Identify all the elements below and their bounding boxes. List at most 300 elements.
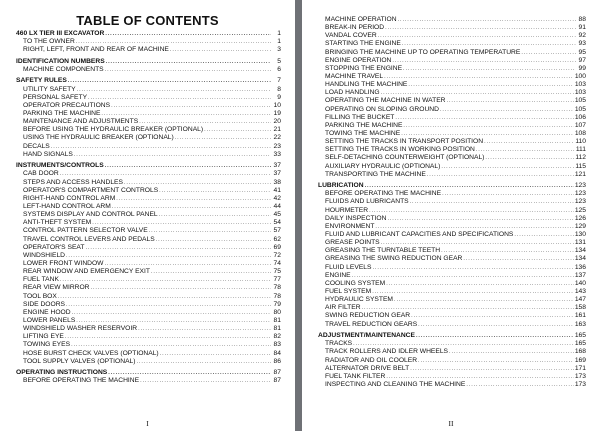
dot-leader (151, 268, 271, 276)
toc-entry-label: SETTING THE TRACKS IN WORKING POSITION (325, 146, 475, 154)
dot-leader (466, 381, 573, 389)
toc-entry-page: 44 (273, 202, 281, 210)
dot-leader (485, 154, 574, 162)
dot-leader (416, 332, 574, 340)
toc-entry-label: ENGINE HOOD (23, 308, 71, 316)
dot-leader (76, 317, 271, 325)
toc-entry-label: INSPECTING AND CLEANING THE MACHINE (325, 380, 466, 388)
toc-entry[interactable] (318, 114, 586, 122)
toc-entry[interactable] (16, 86, 281, 94)
toc-entry-page: 105 (574, 105, 586, 113)
toc-section-heading[interactable] (16, 162, 281, 170)
toc-entry-label: USING THE HYDRAULIC BREAKER (OPTIONAL) (23, 134, 174, 142)
dot-leader (66, 252, 271, 260)
toc-entry[interactable] (16, 333, 281, 341)
toc-entry-label: GREASING THE TURNTABLE TEETH (325, 247, 441, 255)
toc-entry-page: 130 (574, 231, 586, 239)
page-gutter (295, 0, 302, 431)
toc-entry[interactable] (16, 219, 281, 227)
toc-entry[interactable] (318, 130, 586, 138)
toc-entry[interactable] (318, 40, 586, 48)
toc-entry[interactable] (318, 373, 586, 381)
toc-entry[interactable] (16, 227, 281, 235)
dot-leader (401, 130, 574, 138)
toc-entry-label: MACHINE TRAVEL (325, 72, 384, 80)
toc-entry-label: SELF-DETACHING COUNTERWEIGHT (OPTIONAL) (325, 154, 485, 162)
dot-leader (394, 296, 574, 304)
toc-entry-label: OPERATING ON SLOPING GROUND (325, 105, 439, 113)
toc-entry-page: 100 (574, 72, 586, 80)
toc-entry[interactable] (318, 49, 586, 57)
page-number-left: I (146, 419, 149, 428)
toc-entry[interactable] (16, 118, 281, 126)
toc-entry[interactable] (16, 341, 281, 349)
toc-entry-label: OPERATING INSTRUCTIONS (16, 369, 108, 377)
toc-entry-page: 74 (273, 259, 281, 267)
toc-entry[interactable] (318, 288, 586, 296)
toc-entry[interactable] (16, 317, 281, 325)
toc-entry-page: 110 (575, 138, 586, 146)
toc-entry-label: FUEL SYSTEM (325, 288, 372, 296)
toc-entry[interactable] (318, 304, 586, 312)
toc-entry[interactable] (16, 293, 281, 301)
dot-leader (105, 260, 272, 268)
dot-leader (71, 341, 271, 349)
toc-entry-label: GREASING THE SWING REDUCTION GEAR (325, 255, 463, 263)
toc-entry-label: GREASE POINTS (325, 239, 380, 247)
toc-entry-label: TO THE OWNER (23, 38, 75, 46)
toc-entry[interactable] (16, 102, 281, 110)
toc-entry-label: DAILY INSPECTION (325, 214, 387, 222)
toc-entry-page: 10 (273, 101, 281, 109)
dot-leader (108, 369, 271, 377)
toc-entry-label: LEFT-HAND CONTROL ARM (23, 202, 111, 210)
toc-entry-label: RADIATOR AND OIL COOLER (325, 356, 418, 364)
toc-entry[interactable] (16, 301, 281, 309)
dot-leader (160, 350, 271, 358)
toc-entry[interactable] (16, 350, 281, 358)
toc-entry[interactable] (318, 89, 586, 97)
toc-entry-label: LOWER PANELS (23, 316, 76, 324)
toc-entry-page: 6 (277, 65, 281, 73)
dot-leader (111, 102, 271, 110)
toc-entry[interactable] (16, 325, 281, 333)
toc-entry[interactable] (318, 57, 586, 65)
toc-entry-page: 165 (574, 340, 586, 348)
toc-entry-label: SWING REDUCTION GEAR (325, 312, 411, 320)
toc-entry[interactable] (318, 146, 586, 154)
dot-leader (441, 163, 574, 171)
toc-entry[interactable] (16, 260, 281, 268)
toc-entry-label: STEPS AND ACCESS HANDLES (23, 178, 123, 186)
toc-entry[interactable] (16, 377, 281, 385)
toc-entry-page: 173 (574, 380, 586, 388)
dot-leader (381, 239, 574, 247)
toc-entry-page: 147 (574, 296, 586, 304)
toc-entry[interactable] (16, 252, 281, 260)
toc-entry-page: 161 (574, 312, 586, 320)
toc-section-heading[interactable] (16, 30, 281, 38)
toc-entry-page: 123 (574, 198, 586, 206)
dot-leader (398, 16, 576, 24)
toc-entry-label: OPERATING THE MACHINE IN WATER (325, 97, 446, 105)
toc-entry-label: LIFTING EYE (23, 333, 64, 341)
dot-leader (403, 65, 576, 73)
toc-entry[interactable] (318, 97, 586, 105)
dot-leader (385, 24, 576, 32)
toc-entry[interactable] (318, 247, 586, 255)
dot-leader (91, 284, 271, 292)
toc-entry[interactable] (318, 215, 586, 223)
toc-entry-page: 45 (273, 211, 281, 219)
toc-entry-page: 72 (273, 251, 281, 259)
toc-entry[interactable] (318, 207, 586, 215)
toc-entry[interactable] (318, 65, 586, 73)
toc-entry-label: CONTROL PATTERN SELECTOR VALVE (23, 227, 148, 235)
toc-entry[interactable] (318, 312, 586, 320)
toc-entry-label: OPERATOR PRECAUTIONS (23, 101, 111, 109)
toc-entry-page: 21 (273, 126, 281, 134)
toc-entry[interactable] (318, 223, 586, 231)
toc-section-heading[interactable] (16, 369, 281, 377)
dot-leader (159, 211, 271, 219)
toc-entry-label: BEFORE OPERATING THE MACHINE (23, 377, 140, 385)
dot-leader (68, 77, 271, 85)
toc-entry-label: WINDSHIELD WASHER RESERVOIR (23, 325, 138, 333)
toc-entry-page: 37 (273, 162, 281, 170)
dot-leader (514, 231, 573, 239)
toc-entry-label: ANTI-THEFT SYSTEM (23, 219, 92, 227)
toc-entry[interactable] (16, 358, 281, 366)
toc-entry[interactable] (318, 348, 586, 356)
toc-entry-label: ENGINE (325, 271, 351, 279)
dot-leader (484, 138, 574, 146)
dot-leader (175, 134, 271, 142)
toc-entry[interactable] (318, 272, 586, 280)
dot-leader (427, 171, 574, 179)
toc-entry-label: SYSTEMS DISPLAY AND CONTROL PANEL (23, 211, 158, 219)
toc-entry-label: REAR WINDOW AND EMERGENCY EXIT (23, 268, 150, 276)
dot-leader (418, 357, 574, 365)
toc-entry-label: LUBRICATION (318, 182, 364, 190)
toc-entry-page: 111 (575, 146, 586, 154)
toc-entry[interactable] (16, 126, 281, 134)
toc-entry-page: 7 (277, 77, 281, 85)
dot-leader (74, 151, 271, 159)
toc-entry-label: FLUIDS AND LUBRICANTS (325, 198, 409, 206)
dot-leader (138, 325, 271, 333)
toc-entry-page: 107 (574, 121, 586, 129)
toc-entry-label: TOOL SUPPLY VALVES (OPTIONAL) (23, 357, 136, 365)
toc-entry[interactable] (16, 110, 281, 118)
toc-entry-label: HYDRAULIC SYSTEM (325, 296, 394, 304)
toc-entry-label: TRACK ROLLERS AND IDLER WHEELS (325, 348, 449, 356)
toc-entry-page: 115 (575, 162, 586, 170)
toc-entry[interactable] (16, 236, 281, 244)
toc-entry[interactable] (318, 138, 586, 146)
toc-entry[interactable] (16, 203, 281, 211)
dot-leader (204, 126, 271, 134)
toc-entry-page: 62 (273, 235, 281, 243)
toc-entry[interactable] (318, 198, 586, 206)
toc-entry[interactable] (16, 195, 281, 203)
toc-entry[interactable] (318, 73, 586, 81)
toc-entry-label: BEFORE USING THE HYDRAULIC BREAKER (OPTIONAL) (23, 126, 204, 134)
dot-leader (410, 198, 574, 206)
toc-entry-page: 86 (273, 357, 281, 365)
toc-entry-page: 91 (578, 24, 586, 32)
toc-entry-page: 136 (574, 263, 586, 271)
toc-entry-label: TRANSPORTING THE MACHINE (325, 170, 426, 178)
toc-entry-label: STARTING THE ENGINE (325, 40, 401, 48)
toc-entry-page: 137 (574, 271, 586, 279)
toc-entry-page: 134 (574, 247, 586, 255)
toc-entry[interactable] (318, 32, 586, 40)
toc-entry-page: 103 (574, 89, 586, 97)
toc-entry[interactable] (318, 255, 586, 263)
dot-leader (521, 49, 576, 57)
toc-entry[interactable] (16, 38, 281, 46)
toc-entry-label: IDENTIFICATION NUMBERS (16, 57, 105, 65)
toc-entry-label: LOAD HANDLING (325, 89, 380, 97)
toc-entry[interactable] (16, 309, 281, 317)
toc-entry-page: 79 (273, 300, 281, 308)
toc-entry-page: 126 (574, 214, 586, 222)
toc-entry-label: HOURMETER (325, 206, 369, 214)
toc-entry-label: SIDE DOORS (23, 300, 65, 308)
toc-entry-page: 125 (574, 206, 586, 214)
toc-entry-page: 75 (273, 268, 281, 276)
toc-entry[interactable] (318, 190, 586, 198)
toc-entry[interactable] (16, 244, 281, 252)
toc-entry[interactable] (318, 154, 586, 162)
toc-entry-page: 123 (574, 190, 586, 198)
toc-entry-page: 5 (277, 57, 281, 65)
toc-entry-label: ADJUSTMENT/MAINTENANCE (318, 332, 415, 340)
page-number-right: II (448, 419, 454, 428)
toc-entry[interactable] (318, 81, 586, 89)
toc-entry-page: 88 (578, 16, 586, 23)
toc-entry-label: 460 LX TIER III EXCAVATOR (16, 30, 105, 37)
toc-entry-label: HANDLING THE MACHINE (325, 81, 408, 89)
toc-entry[interactable] (318, 340, 586, 348)
toc-entry-page: 165 (574, 332, 586, 340)
toc-entry-label: RIGHT, LEFT, FRONT AND REAR OF MACHINE (23, 46, 169, 54)
toc-entry[interactable] (318, 239, 586, 247)
toc-entry-label: CAB DOOR (23, 170, 59, 178)
toc-entry-label: HAND SIGNALS (23, 150, 73, 158)
toc-entry-page: 57 (273, 227, 281, 235)
dot-leader (105, 30, 271, 38)
toc-entry[interactable] (16, 187, 281, 195)
dot-leader (365, 182, 574, 190)
toc-entry[interactable] (318, 321, 586, 329)
dot-leader (51, 143, 271, 151)
toc-entry-label: STOPPING THE ENGINE (325, 64, 403, 72)
toc-entry[interactable] (16, 284, 281, 292)
dot-leader (403, 122, 573, 130)
toc-entry-label: MAINTENANCE AND ADJUSTMENTS (23, 118, 139, 126)
toc-entry-page: 69 (273, 243, 281, 251)
toc-entry-page: 1 (277, 30, 281, 37)
toc-entry-label: TRAVEL REDUCTION GEARS (325, 320, 418, 328)
toc-entry-page: 83 (273, 341, 281, 349)
dot-leader (372, 264, 573, 272)
toc-entry-label: SETTING THE TRACKS IN TRANSPORT POSITION (325, 138, 484, 146)
toc-entry-page: 99 (578, 64, 586, 72)
toc-entry[interactable] (318, 264, 586, 272)
dot-leader (72, 309, 271, 317)
dot-leader (149, 227, 271, 235)
toc-entry-page: 3 (277, 46, 281, 54)
toc-entry-page: 20 (273, 118, 281, 126)
toc-entry-label: UTILITY SAFETY (23, 85, 76, 93)
toc-entry-page: 123 (574, 182, 586, 190)
toc-entry[interactable] (16, 46, 281, 54)
toc-entry[interactable] (318, 171, 586, 179)
dot-leader (101, 110, 271, 118)
toc-entry[interactable] (318, 365, 586, 373)
toc-entry[interactable] (16, 94, 281, 102)
toc-entry-label: TOWING THE MACHINE (325, 129, 401, 137)
toc-entry-label: FLUID LEVELS (325, 263, 372, 271)
dot-leader (447, 97, 574, 105)
toc-entry[interactable] (318, 357, 586, 365)
toc-entry-page: 87 (273, 377, 281, 385)
toc-entry-page: 42 (273, 194, 281, 202)
toc-entry-page: 121 (574, 170, 586, 178)
dot-leader (58, 293, 271, 301)
toc-entry[interactable] (16, 276, 281, 284)
toc-entry-page: 38 (273, 178, 281, 186)
toc-section-heading[interactable] (318, 182, 586, 190)
toc-entry-page: 163 (574, 320, 586, 328)
toc-entry-label: INSTRUMENTS/CONTROLS (16, 162, 104, 170)
toc-entry-page: 80 (273, 308, 281, 316)
toc-entry-page: 9 (277, 93, 281, 101)
toc-entry-label: FUEL TANK FILTER (325, 372, 386, 380)
dot-leader (139, 118, 271, 126)
toc-section-heading[interactable] (16, 58, 281, 66)
dot-leader (116, 195, 271, 203)
dot-leader (441, 247, 574, 255)
toc-section-heading[interactable] (318, 332, 586, 340)
dot-leader (77, 86, 271, 94)
toc-entry[interactable] (16, 211, 281, 219)
toc-entry-label: TRAVEL CONTROL LEVERS AND PEDALS (23, 235, 155, 243)
toc-entry-page: 33 (273, 150, 281, 158)
left-page (0, 0, 295, 431)
dot-leader (410, 365, 574, 373)
toc-entry[interactable] (318, 381, 586, 389)
dot-leader (392, 57, 576, 65)
toc-entry[interactable] (16, 170, 281, 178)
toc-entry[interactable] (318, 16, 586, 24)
toc-entry-page: 78 (273, 292, 281, 300)
dot-leader (353, 340, 574, 348)
toc-entry-page: 97 (578, 56, 586, 64)
toc-entry-page: 168 (574, 348, 586, 356)
toc-entry[interactable] (318, 296, 586, 304)
dot-leader (442, 190, 574, 198)
toc-entry-page: 82 (273, 333, 281, 341)
dot-leader (402, 40, 576, 48)
dot-leader (386, 280, 574, 288)
toc-entry-label: TOWING EYES (23, 341, 71, 349)
dot-leader (105, 162, 271, 170)
toc-entry[interactable] (318, 122, 586, 130)
toc-entry[interactable] (318, 24, 586, 32)
toc-entry[interactable] (318, 231, 586, 239)
toc-entry[interactable] (16, 179, 281, 187)
dot-leader (136, 358, 271, 366)
dot-leader (411, 312, 574, 320)
dot-leader (476, 146, 575, 154)
dot-leader (375, 223, 573, 231)
dot-leader (170, 46, 271, 54)
toc-entry[interactable] (318, 280, 586, 288)
toc-entry-label: OPERATOR'S SEAT (23, 243, 85, 251)
toc-entry[interactable] (16, 143, 281, 151)
toc-entry-page: 108 (574, 129, 586, 137)
dot-leader (386, 373, 574, 381)
toc-entry-page: 1 (277, 38, 281, 46)
dot-leader (449, 348, 574, 356)
right-page (302, 0, 600, 431)
toc-entry-page: 169 (574, 356, 586, 364)
toc-entry-label: DECALS (23, 142, 50, 150)
toc-entry-label: ENVIRONMENT (325, 222, 375, 230)
toc-entry-page: 134 (574, 255, 586, 263)
toc-entry-label: ENGINE OPERATION (325, 56, 392, 64)
toc-entry-label: SAFETY RULES (16, 77, 67, 85)
dot-leader (463, 255, 573, 263)
toc-entry-page: 77 (273, 276, 281, 284)
toc-entry-label: VANDAL COVER (325, 32, 377, 40)
dot-leader (76, 38, 271, 46)
dot-leader (92, 219, 271, 227)
toc-entry-page: 81 (273, 325, 281, 333)
dot-leader (159, 187, 271, 195)
toc-entry[interactable] (318, 163, 586, 171)
toc-entry[interactable] (16, 268, 281, 276)
toc-entry-page: 8 (277, 85, 281, 93)
dot-leader (418, 321, 574, 329)
toc-entry[interactable] (16, 151, 281, 159)
toc-entry-page: 103 (574, 81, 586, 89)
toc-entry-label: BREAK-IN PERIOD (325, 24, 385, 32)
page-title: TABLE OF CONTENTS (76, 13, 219, 28)
toc-entry-page: 171 (574, 364, 586, 372)
toc-entry-label: MACHINE COMPONENTS (23, 65, 104, 73)
dot-leader (60, 170, 271, 178)
toc-entry-page: 92 (578, 32, 586, 40)
toc-entry-page: 54 (273, 219, 281, 227)
toc-entry[interactable] (318, 106, 586, 114)
dot-leader (362, 304, 574, 312)
toc-entry-label: FILLING THE BUCKET (325, 113, 395, 121)
dot-leader (378, 32, 576, 40)
toc-entry-page: 93 (578, 40, 586, 48)
dot-leader (408, 81, 573, 89)
dot-leader (395, 114, 573, 122)
toc-entry[interactable] (16, 134, 281, 142)
toc-entry-page: 87 (273, 369, 281, 377)
toc-section-heading[interactable] (16, 77, 281, 85)
toc-entry-label: WINDSHIELD (23, 251, 65, 259)
toc-entry[interactable] (16, 66, 281, 74)
toc-entry-label: PARKING THE MACHINE (325, 121, 403, 129)
